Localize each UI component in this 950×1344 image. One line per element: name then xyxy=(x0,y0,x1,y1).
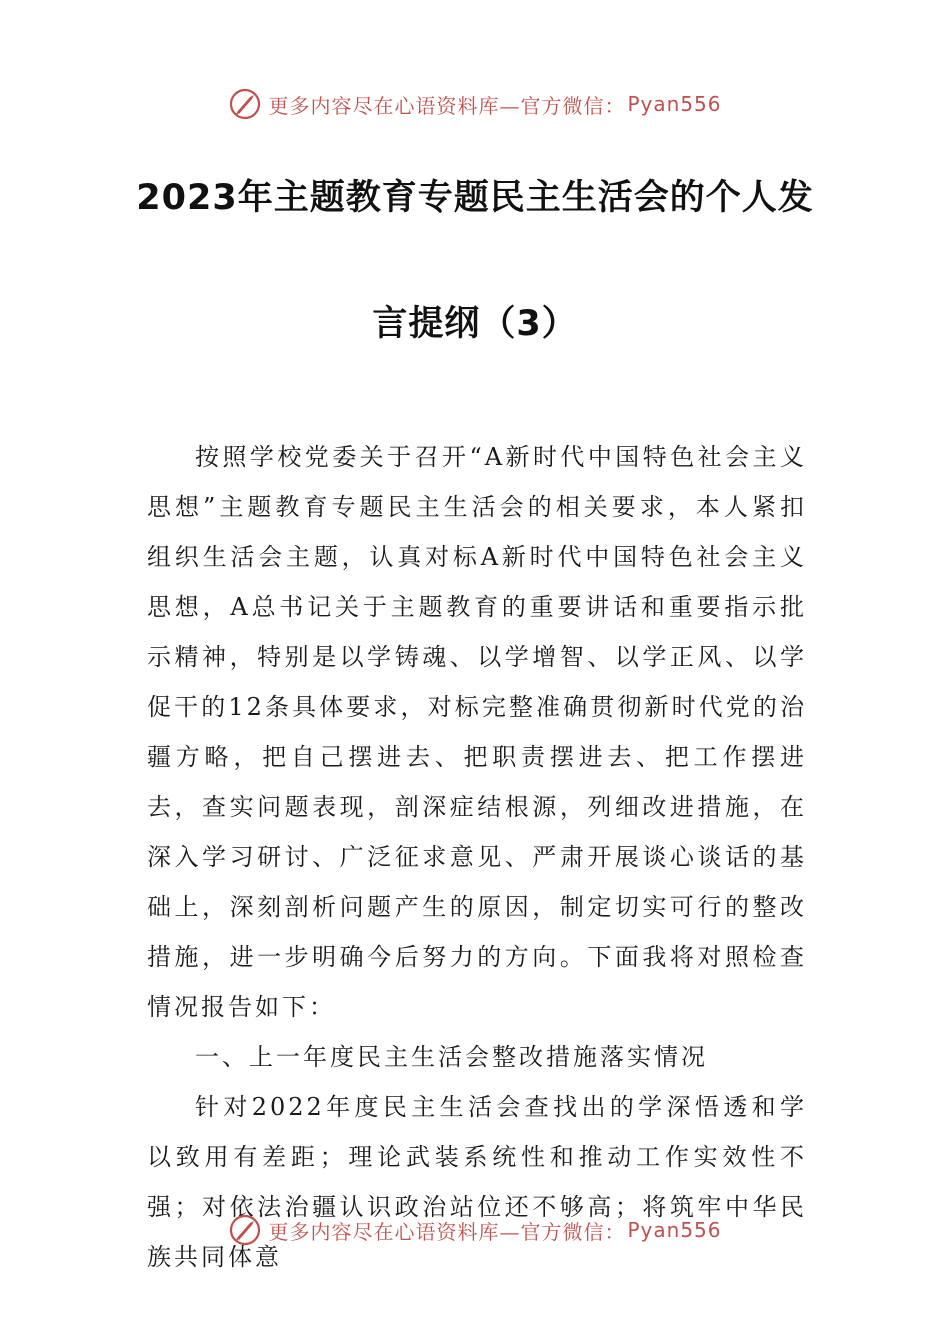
document-title-line-2: 言提纲（3） xyxy=(372,304,578,344)
watermark-text: 更多内容尽在心语资料库—官方微信： xyxy=(268,93,626,118)
footer-watermark xyxy=(0,1210,950,1250)
document-body xyxy=(147,432,807,1282)
paragraph-intro: 按照学校党委关于召开“A新时代中国特色社会主义思想”主题教育专题民主生活会的相关要求，本人紧扣组织生活会主题，认真对标A新时代中国特色社会主义思想，A总书记关于主题教育的重要讲话和重要指示批示精神，特别是以学铸魂、以学增智、以学正风、以学促干的12条具体要求，对标完整准确贯彻新时代党的治疆方略，把自己摆进去、把职责摆进去、把工作摆进去，查实问题表现，剖深症结根源，列细改进措施，在深入学习研讨、广泛征求意见、严肃开展谈心谈话的基础上，深刻剖析问题产生的原因，制定切实可行的整改措施，进一步明确今后努力的方向。下面我将对照检查情况报告如下： xyxy=(147,443,807,1021)
quill-pen-circle-icon xyxy=(228,87,262,121)
watermark-wechat-id: Pyan556 xyxy=(627,1218,722,1242)
header-watermark xyxy=(0,84,950,124)
paragraph-section-1: 针对2022年度民主生活会查找出的学深悟透和学以致用有差距；理论武装系统性和推动工作实效性不强；对依法治疆认识政治站位还不够高；将筑牢中华民族共同体意 xyxy=(147,1093,807,1271)
watermark-text: 更多内容尽在心语资料库—官方微信： xyxy=(268,1219,626,1244)
section-heading: 一、上一年度民主生活会整改措施落实情况 xyxy=(195,1043,708,1071)
watermark-wechat-id: Pyan556 xyxy=(627,92,722,116)
quill-pen-circle-icon xyxy=(228,1213,262,1247)
document-title-line-1: 2023年主题教育专题民主生活会的个人发 xyxy=(136,178,814,218)
